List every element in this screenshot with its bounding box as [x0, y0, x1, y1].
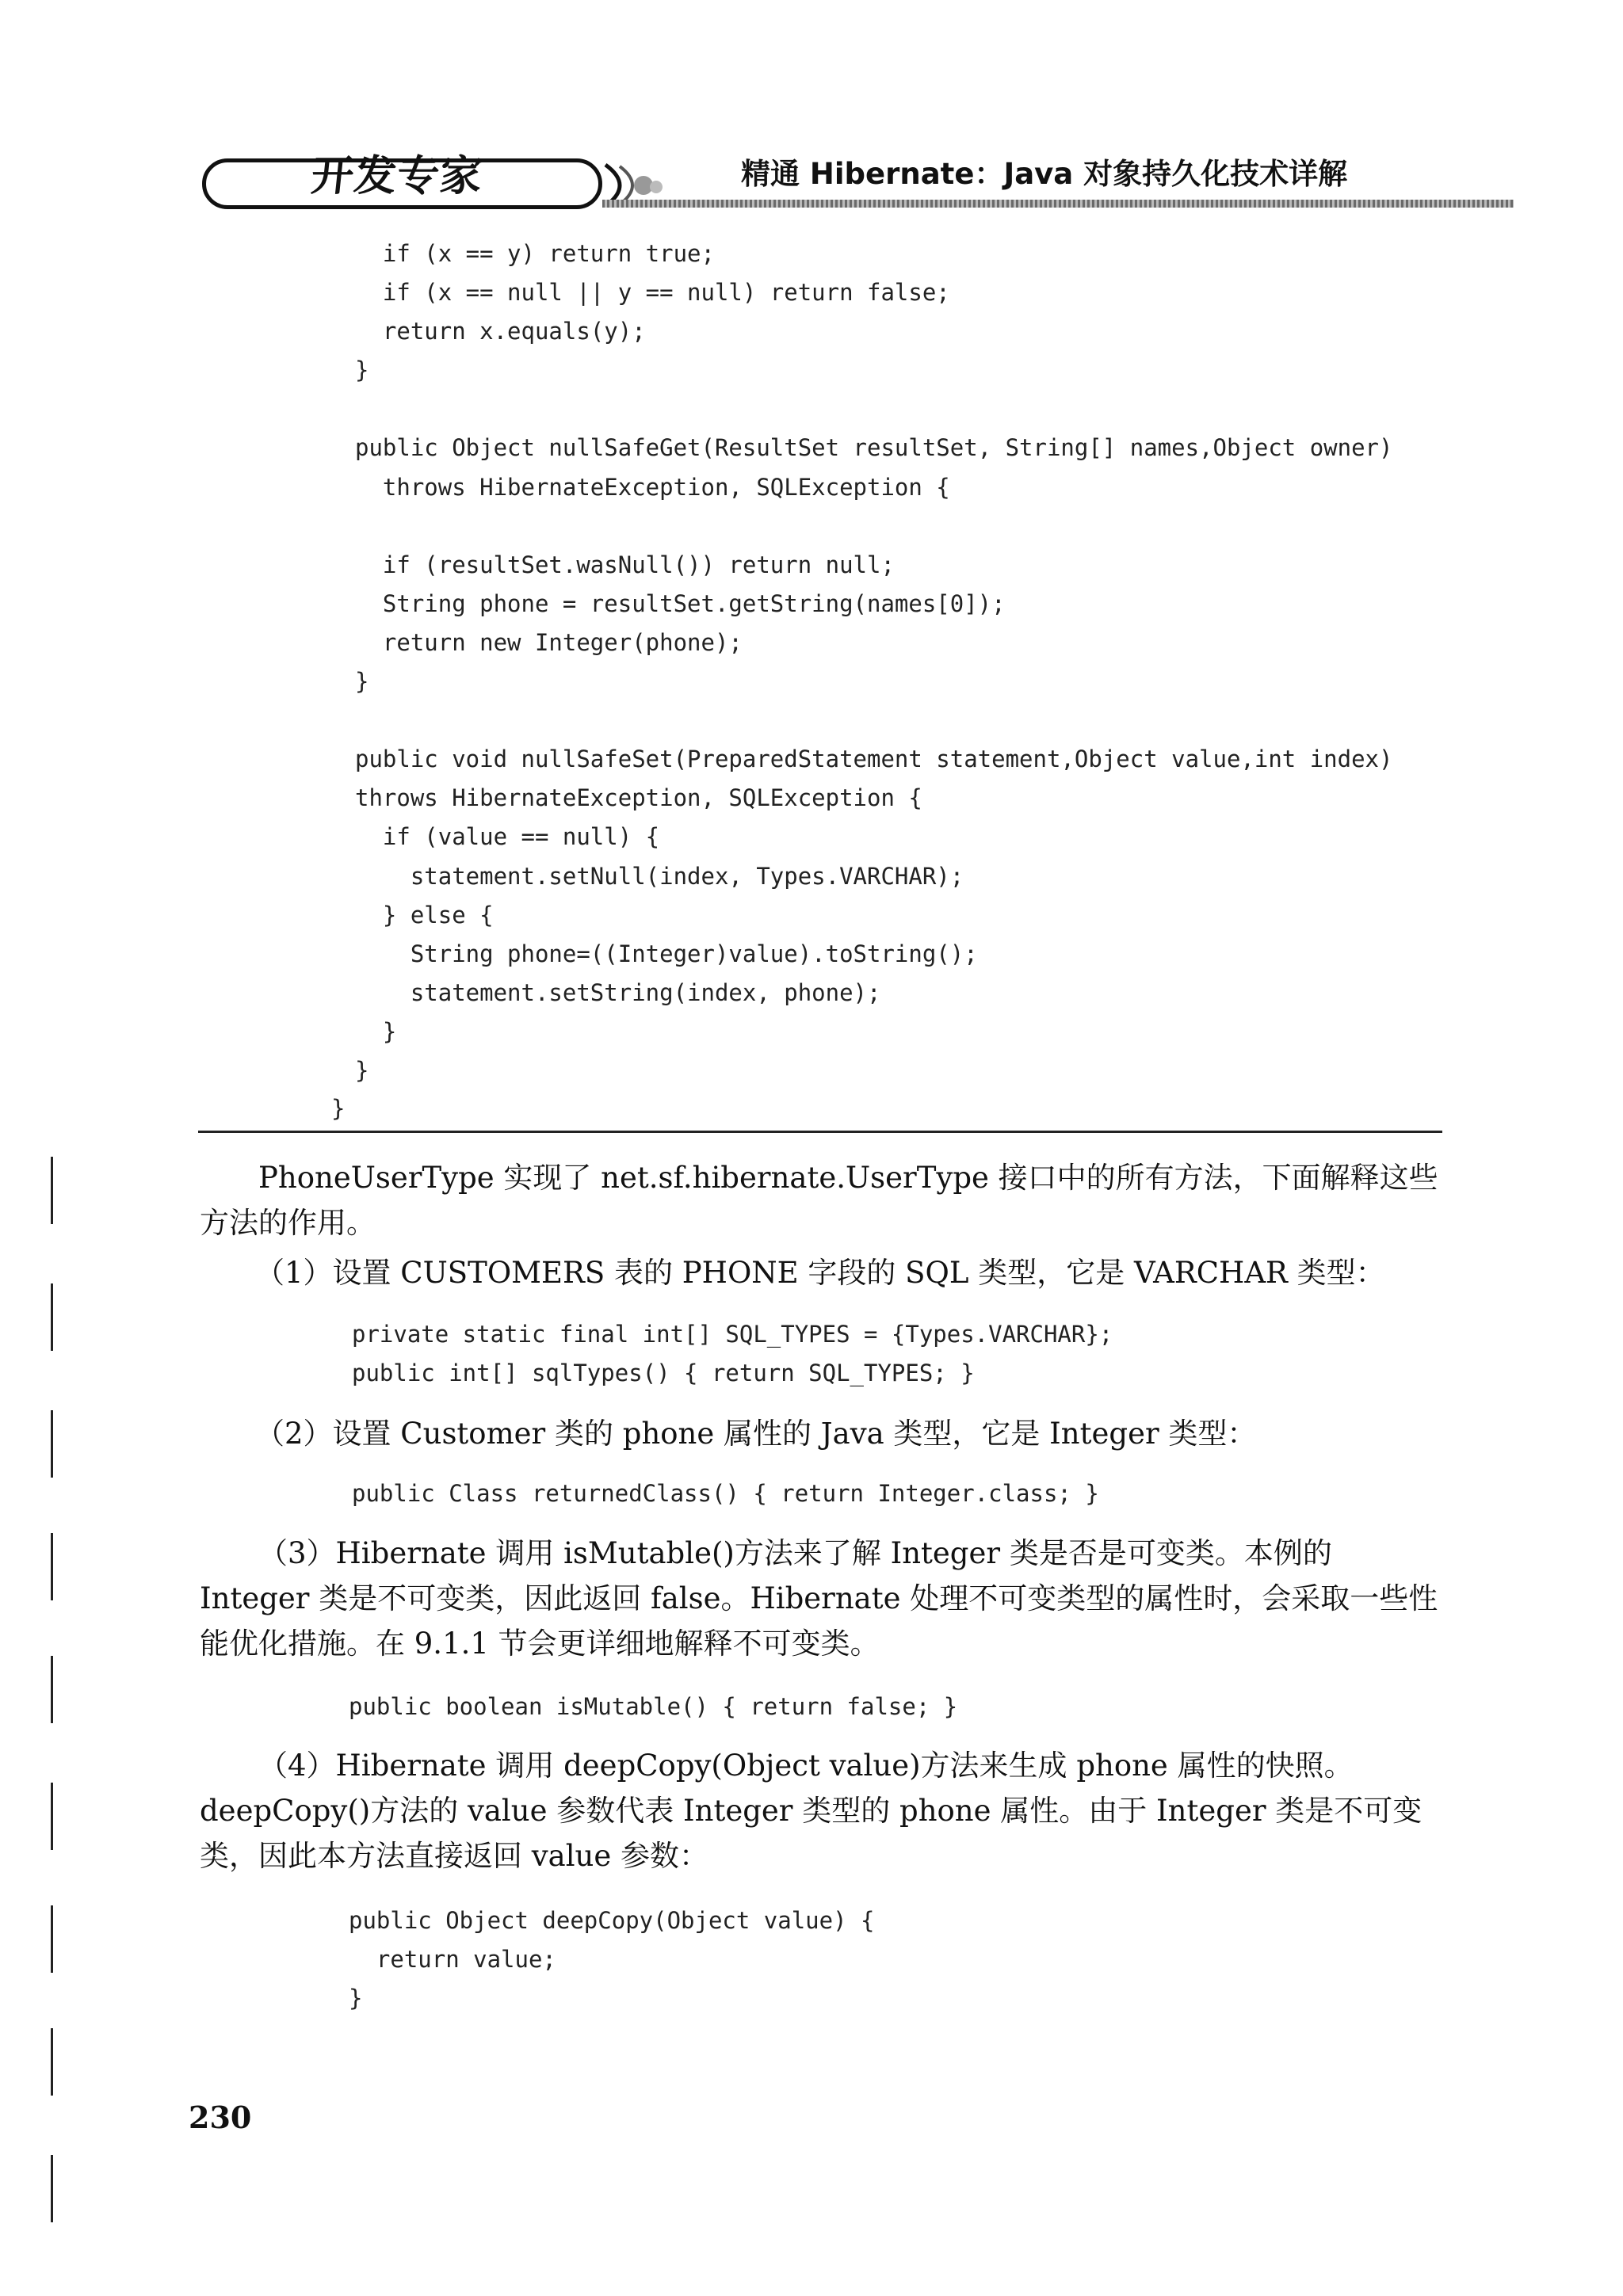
- code-line: if (resultSet.wasNull()) return null;: [355, 551, 895, 578]
- page-number: 230: [189, 2100, 252, 2135]
- code-line: return x.equals(y);: [355, 318, 646, 345]
- code-line: }: [355, 357, 369, 384]
- code-line: throws HibernateException, SQLException {: [355, 784, 922, 812]
- running-header: [202, 147, 1348, 227]
- code-line: if (x == y) return true;: [355, 240, 715, 267]
- scan-margin-mark: [51, 1783, 53, 1850]
- code-line: }: [349, 1985, 363, 2012]
- scan-margin-mark: [51, 1533, 53, 1600]
- code-line: String phone=((Integer)value).toString();: [355, 940, 978, 967]
- code-line: private static final int[] SQL_TYPES = {Types.VARCHAR};: [352, 1321, 1113, 1348]
- code-closing-brace: [331, 1089, 345, 1128]
- code-line: String phone = resultSet.getString(names[0]);: [355, 589, 1006, 617]
- code-line: public int[] sqlTypes() { return SQL_TYPES; }: [352, 1360, 975, 1386]
- code-line: } else {: [355, 901, 494, 929]
- code-line: if (value == null) {: [355, 823, 660, 851]
- step-4-text: （4）Hibernate 调用 deepCopy(Object value)方法来生成 phone 属性的快照。deepCopy()方法的 value 参数代表 Integer 类型的 phone 属性。由于 Integer 类是不可变类，因此本方法直接返回 value 参数：: [200, 1749, 1423, 1873]
- scan-margin-mark: [51, 1905, 53, 1973]
- code-line: public Class returnedClass() { return Integer.class; }: [352, 1480, 1099, 1507]
- step-2-code: [352, 1474, 1099, 1513]
- intro-paragraph: PhoneUserType 实现了 net.sf.hibernate.UserType 接口中的所有方法，下面解释这些方法的作用。: [200, 1161, 1438, 1240]
- code-line: return new Integer(phone);: [355, 628, 743, 656]
- code-line: public Object deepCopy(Object value) {: [349, 1907, 875, 1934]
- code-line: public Object nullSafeGet(ResultSet resultSet, String[] names,Object owner): [355, 434, 1393, 462]
- listing-rule: [198, 1131, 1442, 1133]
- code-line: statement.setNull(index, Types.VARCHAR);: [355, 862, 964, 890]
- code-listing-top: [355, 235, 1392, 1090]
- scan-margin-mark: [51, 1656, 53, 1723]
- code-line: [355, 701, 1392, 740]
- step-2-text: （2）设置 Customer 类的 phone 属性的 Java 类型，它是 Integer 类型：: [255, 1417, 1257, 1451]
- step-4-code: [349, 1901, 874, 2018]
- code-line: public boolean isMutable() { return false; }: [349, 1693, 958, 1720]
- step-1-text: （1）设置 CUSTOMERS 表的 PHONE 字段的 SQL 类型，它是 VARCHAR 类型：: [255, 1256, 1385, 1290]
- scan-margin-mark: [51, 1283, 53, 1351]
- step-3-code: [349, 1688, 957, 1726]
- code-line: statement.setString(index, phone);: [355, 978, 881, 1006]
- header-rule: [602, 200, 1514, 208]
- code-line: throws HibernateException, SQLException {: [355, 473, 950, 501]
- code-line: }: [355, 668, 369, 696]
- step-3-text: （3）Hibernate 调用 isMutable()方法来了解 Integer 类是否是可变类。本例的 Integer 类是不可变类，因此返回 false。Hibernate 处理不可变类型的属性时，会采取一些性能优化措施。在 9.1.1 节会更详细地解释不可变类。: [200, 1536, 1438, 1661]
- code-line: }: [355, 1017, 397, 1045]
- scan-margin-mark: [51, 2028, 53, 2096]
- code-line: return value;: [349, 1946, 556, 1973]
- book-title: 精通 Hibernate：Java 对象持久化技术详解: [741, 157, 1348, 191]
- step-1-code: [352, 1315, 1113, 1393]
- series-title: 开发专家: [308, 152, 486, 200]
- scan-margin-mark: [51, 1410, 53, 1478]
- code-line: public void nullSafeSet(PreparedStatement statement,Object value,int index): [355, 746, 1393, 773]
- code-line: if (x == null || y == null) return false;: [355, 279, 950, 307]
- code-line: }: [331, 1095, 346, 1122]
- scan-margin-mark: [51, 2155, 53, 2222]
- code-line: }: [355, 1056, 369, 1084]
- code-line: [355, 390, 1392, 429]
- code-line: [355, 507, 1392, 546]
- scan-margin-mark: [51, 1157, 53, 1224]
